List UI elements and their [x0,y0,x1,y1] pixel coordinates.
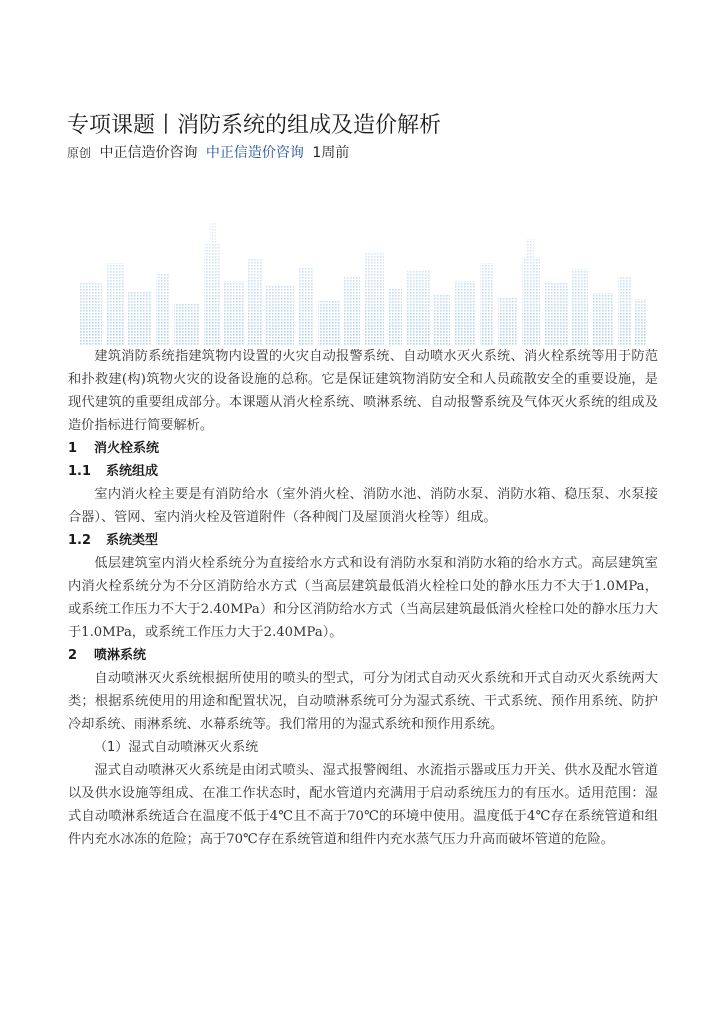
section-2-number: 2 [68,648,78,663]
section-1-2-number: 1.2 [68,533,92,548]
section-1-2-title: 系统类型 [106,533,159,548]
publish-time: 1周前 [312,145,350,161]
section-2-title: 喷淋系统 [94,648,147,663]
section-1-2-paragraph: 低层建筑室内消火栓系统分为直接给水方式和设有消防水泵和消防水箱的给水方式。高层建筑室内消火栓系统分为不分区消防给水方式（当高层建筑最低消火栓栓口处的静水压力不大于1.0MPa，或系统工作压力不大于2.40MPa）和分区消防给水方式（当高层建筑最低消火栓栓口处的静水压力大于1.0MPa，或系统工作压力大于2.40MPa）。 [68,556,658,640]
section-2-sub-paragraph: 湿式自动喷淋灭火系统是由闭式喷头、湿式报警阀组、水流指示器或压力开关、供水及配水管道以及供水设施等组成、在准工作状态时，配水管道内充满用于启动系统压力的有压水。适用范围：湿式自动喷淋系统适合在温度不低于4℃且不高于70℃的环境中使用。温度低于4℃存在系统管道和组件内充水冰冻的危险；高于70℃存在系统管道和组件内充水蒸气压力升高而破坏管道的危险。 [68,763,658,847]
original-tag: 原创 [67,146,92,160]
section-1-title: 消火栓系统 [94,441,160,456]
section-2-subheading: （1）湿式自动喷淋灭火系统 [94,740,259,755]
section-2-heading [68,644,658,667]
section-1-1-number: 1.1 [68,464,92,479]
city-skyline-banner [80,163,646,345]
article-meta [67,143,349,163]
author-name: 中正信造价咨询 [99,145,198,161]
section-1-number: 1 [68,441,78,456]
article-body [68,345,658,851]
section-2-paragraph: 自动喷淋灭火系统根据所使用的喷头的型式，可分为闭式自动灭火系统和开式自动灭火系统两大类；根据系统使用的用途和配置状况，自动喷淋系统可分为湿式系统、干式系统、预作用系统、防护冷却系统、雨淋系统、水幕系统等。我们常用的为湿式系统和预作用系统。 [68,671,658,732]
account-link[interactable]: 中正信造价咨询 [205,145,304,161]
article-title: 专项课题丨消防系统的组成及造价解析 [67,113,442,138]
section-1-1-title: 系统组成 [106,464,159,479]
section-1-2-heading [68,529,658,552]
intro-paragraph: 建筑消防系统指建筑物内设置的火灾自动报警系统、自动喷水灭火系统、消火栓系统等用于防范和扑救建(构)筑物火灾的设备设施的总称。它是保证建筑物消防安全和人员疏散安全的重要设施，是现代建筑的重要组成部分。本课题从消火栓系统、喷淋系统、自动报警系统及气体灭火系统的组成及造价指标进行简要解析。 [68,349,658,433]
section-1-1-heading [68,460,658,483]
section-1-heading [68,437,658,460]
section-1-1-paragraph: 室内消火栓主要是有消防给水（室外消火栓、消防水池、消防水泵、消防水箱、稳压泵、水泵接合器）、管网、室内消火栓及管道附件（各种阀门及屋顶消火栓等）组成。 [68,487,658,525]
